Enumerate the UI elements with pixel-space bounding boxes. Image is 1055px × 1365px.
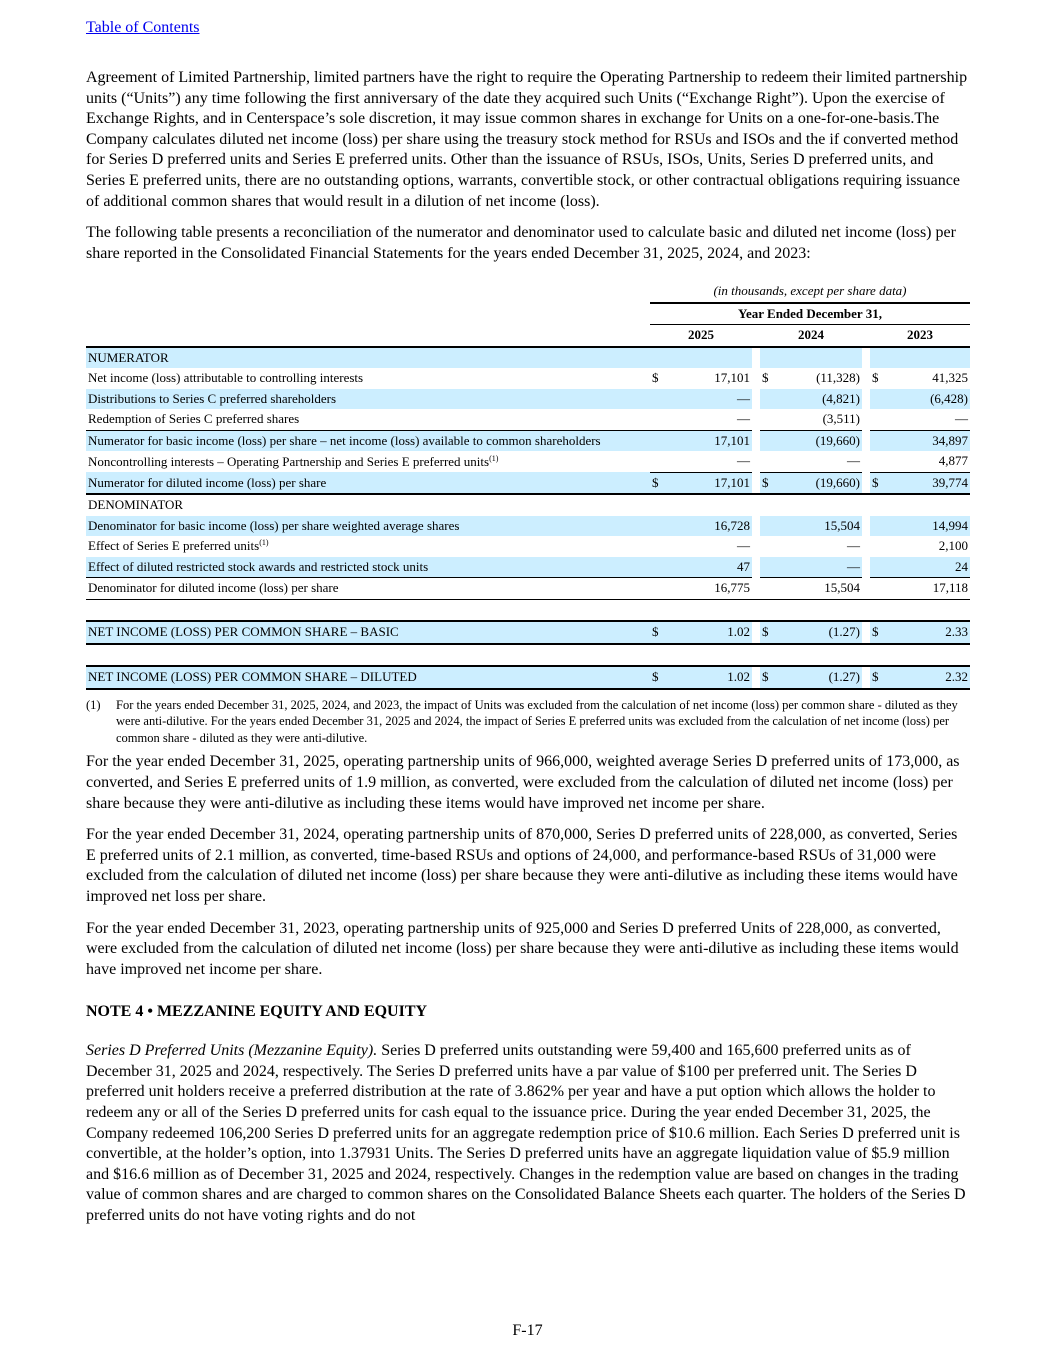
value-2025: 16,728 [680,516,752,537]
currency-symbol: $ [872,370,879,386]
value-2023: 2,100 [938,538,968,554]
value-2023: — [898,409,970,430]
row-label: Numerator for basic income (loss) per share – net income (loss) available to common shareholders [86,430,650,451]
table-row [86,409,970,430]
table-row [86,389,970,410]
value-2024: (1.27) [790,666,862,689]
row-label: Redemption of Series C preferred shares [88,411,300,427]
table-row [86,536,970,557]
table-row [86,666,970,689]
section-numerator-row [86,347,970,369]
table-row [86,516,970,537]
table-row [86,557,970,578]
table-row [86,430,970,451]
currency-symbol: $ [870,621,898,644]
value-2023: 24 [898,557,970,578]
footnote-ref: (1) [259,538,269,548]
value-2024: 15,504 [790,516,862,537]
currency-symbol: $ [650,472,680,494]
paragraph-2025-exclusions: For the year ended December 31, 2025, operating partnership units of 966,000, weighted average Series D preferred units of 173,000, as converted, and Series E preferred units of 1.9 million, as converted, were excluded from the calculation of diluted net income (loss) per share because they were anti-dilutive as including these items would have improved net income per share. [86,753,960,812]
currency-symbol: $ [650,621,680,644]
spacer-row [86,599,970,621]
value-2024: (11,328) [816,370,860,386]
footnote-text: For the years ended December 31, 2025, 2024, and 2023, the impact of Units was excluded from the calculation of net income (loss) per common share - diluted as they were anti-dilutive. For the years ended December 31, 2025 and 2024, the impact of Series E preferred units was excluded from the calculation of net income (loss) per common share - diluted as they were anti-dilutive. [116,697,958,745]
spacer-row [86,644,970,667]
row-label: Denominator for diluted income (loss) per share [86,578,650,600]
year-header-2025: 2025 [650,325,752,347]
section-label: DENOMINATOR [88,497,184,513]
value-2023: 2.33 [898,621,970,644]
value-2023: 34,897 [898,430,970,451]
table-footnote [86,697,970,747]
section-denominator-row [86,494,970,516]
year-header-2024: 2024 [760,325,862,347]
value-2024: 15,504 [790,578,862,600]
value-2023: 41,325 [932,370,968,386]
footnote-mark: (1) [86,697,101,712]
value-2024: (19,660) [790,472,862,494]
paragraph-exchange-rights: Agreement of Limited Partnership, limited partners have the right to require the Operating Partnership to redeem their limited partnership units (“Units”) any time following the first anniversary of the date they acquired such Units (“Exchange Right”). Upon the exercise of Exchange Rights, and in Centerspace’s sole discretion, it may issue common shares in exchange for Units on a one-for-one-basis.The Company calculates diluted net income (loss) per share using the treasury stock method for RSUs and ISOs and the if converted method for Series D preferred units and Series E preferred units. Other than the issuance of RSUs, ISOs, Units, Series D preferred units, and Series E preferred units, there are no outstanding options, warrants, convertible stock, or other contractual obligations requiring issuance of additional common shares that would result in a dilution of net income (loss). [86,69,968,210]
currency-symbol: $ [762,370,769,386]
row-label: NET INCOME (LOSS) PER COMMON SHARE – DILUTED [86,666,650,689]
paragraph-2023-exclusions: For the year ended December 31, 2023, operating partnership units of 925,000 and Series D preferred Units of 228,000, as converted, were excluded from the calculation of diluted net income (loss) per share because they were anti-dilutive as including these items would have improved net income per share. [86,919,959,978]
value-2025: 16,775 [680,578,752,600]
currency-symbol: $ [760,472,790,494]
row-label: Numerator for diluted income (loss) per share [86,472,650,494]
value-2024: — [790,451,862,472]
value-2023: 4,877 [898,451,970,472]
currency-symbol: $ [652,370,659,386]
row-label [86,536,650,557]
value-2025: 17,101 [714,370,750,386]
row-label: Net income (loss) attributable to controlling interests [88,370,364,386]
value-2025: 1.02 [680,666,752,689]
value-2025: 17,101 [680,430,752,451]
eps-reconciliation-table-wrap [86,281,970,690]
value-2025: 17,101 [680,472,752,494]
value-2023: 14,994 [898,516,970,537]
eps-reconciliation-table [86,281,970,690]
value-2025: 1.02 [680,621,752,644]
period-header: Year Ended December 31, [650,303,970,325]
footnote-ref: (1) [489,453,499,463]
table-row [86,472,970,494]
value-2024: (1.27) [790,621,862,644]
value-2023: 17,118 [898,578,970,600]
row-label-text: Noncontrolling interests – Operating Partnership and Series E preferred units [88,453,490,469]
value-2024: (4,821) [790,389,862,410]
page-content [86,68,970,1238]
currency-symbol: $ [870,472,898,494]
value-2024: — [790,557,862,578]
year-header-2023: 2023 [870,325,970,347]
value-2025: — [737,538,750,554]
value-2025: — [680,389,752,410]
row-label-text: Effect of Series E preferred units [88,538,260,554]
table-row [86,578,970,600]
table-row [86,621,970,644]
value-2023: 2.32 [898,666,970,689]
table-years-row [86,325,970,347]
page-number: F-17 [512,1322,543,1339]
currency-symbol: $ [650,666,680,689]
value-2025: 47 [680,557,752,578]
paragraph-reconciliation-intro: The following table presents a reconciliation of the numerator and denominator used to calculate basic and diluted net income (loss) per share reported in the Consolidated Financial Statements for the years ended December 31, 2025, 2024, and 2023: [86,224,956,262]
value-2024: — [847,538,860,554]
value-2023: 39,774 [898,472,970,494]
value-2024: (3,511) [790,409,862,430]
paragraph-2024-exclusions: For the year ended December 31, 2024, operating partnership units of 870,000, Series D preferred units of 228,000, as converted, Series E preferred units of 2.1 million, as converted, time-based RSUs and options of 24,000, and performance-based RSUs of 31,000 were excluded from the calculation of diluted net income (loss) per share because they were anti-dilutive as including these items would have improved net loss per share. [86,826,958,905]
value-2023: (6,428) [898,389,970,410]
currency-symbol: $ [760,666,790,689]
row-label [86,451,650,472]
table-of-contents-link[interactable]: Table of Contents [86,19,200,36]
value-2025: — [680,451,752,472]
table-units-row [86,281,970,303]
section-label: NUMERATOR [86,347,650,369]
currency-symbol: $ [760,621,790,644]
row-label: NET INCOME (LOSS) PER COMMON SHARE – BASIC [86,621,650,644]
note-4-heading: NOTE 4 • MEZZANINE EQUITY AND EQUITY [86,1003,428,1021]
units-note: (in thousands, except per share data) [650,281,970,303]
table-row [86,451,970,472]
series-d-lead-in: Series D Preferred Units (Mezzanine Equity). [86,1042,378,1060]
table-row [86,368,970,389]
series-d-text: Series D preferred units outstanding were 59,400 and 165,600 preferred units as of December 31, 2025 and 2024, respectively. The Series D preferred units have a par value of $100 per preferred unit. The Series D preferred unit holders receive a preferred distribution at the rate of 3.862% per year and have a put option which allows the holder to redeem any or all of the Series D preferred units for cash equal to the issuance price. During the year ended December 31, 2025, the Company redeemed 106,200 Series D preferred units for an aggregate redemption price of $10.6 million. Each Series D preferred unit is convertible, at the holder’s option, into 1.37931 Units. The Series D preferred units have an aggregate liquidation value of $5.9 million and $16.6 million as of December 31, 2025 and 2024, respectively. Changes in the redemption value are based on changes in the trading value of common shares and are charged to common shares on the Consolidated Balance Sheets each quarter. The holders of the Series D preferred units do not have voting rights and do not [86,1042,966,1225]
paragraph-series-d [86,1041,970,1226]
row-label: Distributions to Series C preferred shareholders [86,389,650,410]
currency-symbol: $ [870,666,898,689]
row-label: Denominator for basic income (loss) per share weighted average shares [86,516,650,537]
row-label: Effect of diluted restricted stock awards and restricted stock units [86,557,650,578]
value-2024: (19,660) [790,430,862,451]
value-2025: — [680,409,752,430]
table-period-row [86,303,970,325]
